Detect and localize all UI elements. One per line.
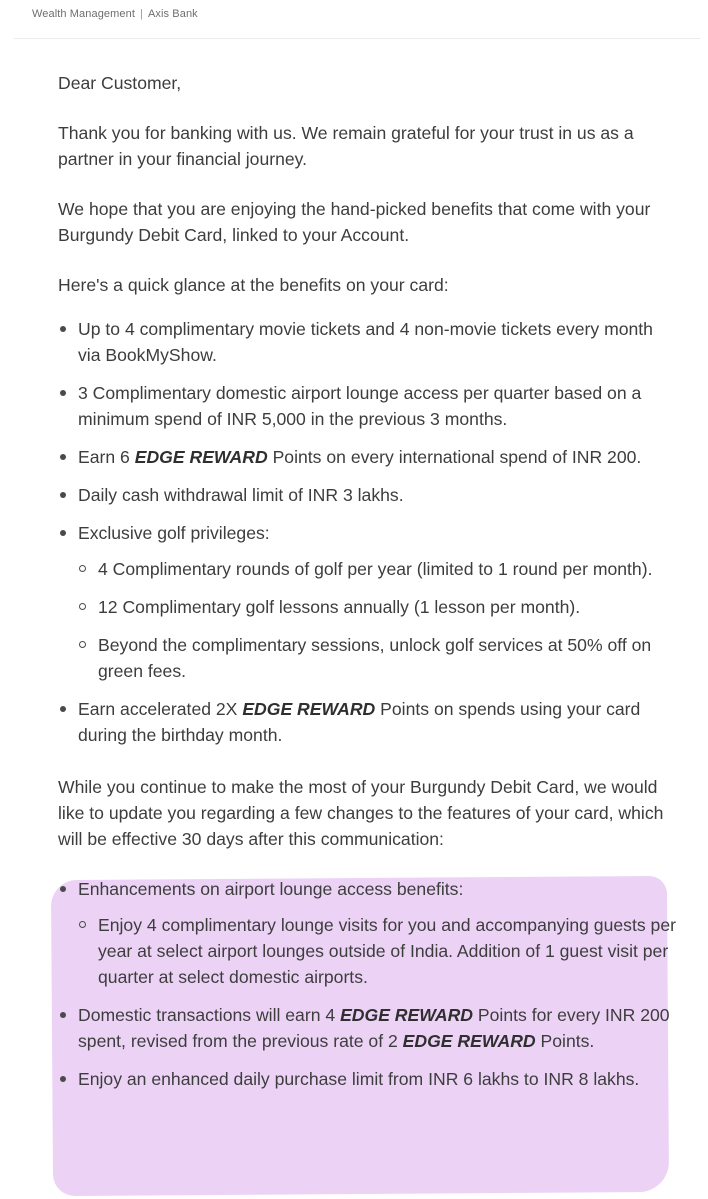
list-item-text: Points on every international spend of INR 200. [267, 447, 642, 467]
list-item-text: Domestic transactions will earn 4 [78, 1005, 341, 1025]
email-body [58, 70, 678, 1104]
header-divider: | [140, 8, 143, 20]
list-item: Daily cash withdrawal limit of INR 3 lakhs. [58, 482, 678, 508]
list-item [58, 1002, 678, 1054]
sublist-item: 4 Complimentary rounds of golf per year (limited to 1 round per month). [78, 556, 678, 582]
brand-label: Wealth Management [32, 8, 135, 20]
sublist-item: Beyond the complimentary sessions, unlock golf services at 50% off on green fees. [78, 632, 678, 684]
list-item: Enjoy an enhanced daily purchase limit from INR 6 lakhs to INR 8 lakhs. [58, 1066, 678, 1092]
list-item: 3 Complimentary domestic airport lounge access per quarter based on a minimum spend of INR 5,000 in the previous 3 months. [58, 380, 678, 432]
list-item-text: Earn 6 [78, 447, 135, 467]
list-item-text: Points for every INR 200 spent, revised from the previous rate of 2 [78, 1005, 670, 1051]
list-item [58, 520, 678, 684]
list-item-text: Enhancements on airport lounge access benefits: [78, 879, 464, 899]
benefits-list [58, 316, 678, 748]
benefits-intro: Here's a quick glance at the benefits on your card: [58, 275, 449, 295]
header-rule [14, 38, 700, 39]
list-item [58, 444, 678, 470]
sublist-item: Enjoy 4 complimentary lounge visits for you and accompanying guests per year at select airport lounges outside of India. Addition of 1 guest visit per quarter at select domestic airports. [78, 912, 678, 990]
list-item-text: Points on spends using your card during the birthday month. [78, 699, 641, 745]
sublist-item: 12 Complimentary golf lessons annually (1 lesson per month). [78, 594, 678, 620]
list-item-text: Earn accelerated 2X [78, 699, 243, 719]
list-item [58, 876, 678, 990]
greeting: Dear Customer, [58, 73, 182, 93]
edge-reward-term: EDGE REWARD [134, 447, 268, 467]
golf-sublist [78, 556, 678, 684]
edge-reward-term: EDGE REWARD [402, 1031, 536, 1051]
list-item-text: Exclusive golf privileges: [78, 523, 270, 543]
intro-paragraph: Thank you for banking with us. We remain grateful for your trust in us as a partner in your financial journey. [58, 123, 634, 169]
lounge-sublist [78, 912, 678, 990]
edge-reward-term: EDGE REWARD [242, 699, 376, 719]
edge-reward-term: EDGE REWARD [340, 1005, 474, 1025]
bank-label: Axis Bank [147, 8, 198, 20]
list-item-text: Points. [535, 1031, 595, 1051]
benefits-paragraph: We hope that you are enjoying the hand-picked benefits that come with your Burgundy Debit Card, linked to your Account. [58, 199, 651, 245]
changes-paragraph: While you continue to make the most of your Burgundy Debit Card, we would like to update you regarding a few changes to the features of your card, which will be effective 30 days after this communication: [58, 777, 664, 849]
changes-list [58, 876, 678, 1092]
list-item [58, 696, 678, 748]
email-header [32, 8, 198, 20]
list-item: Up to 4 complimentary movie tickets and 4 non-movie tickets every month via BookMyShow. [58, 316, 678, 368]
